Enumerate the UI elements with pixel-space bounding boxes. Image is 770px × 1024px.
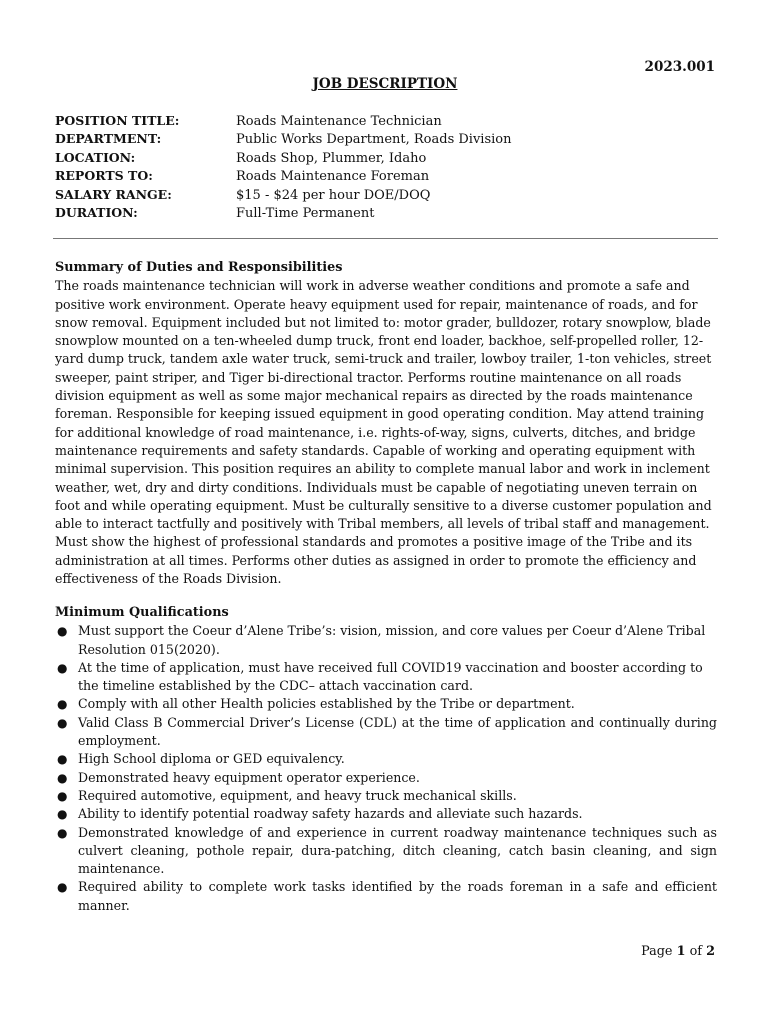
bullet-icon: ● [57,660,68,675]
bullet-icon: ● [57,697,68,712]
field-value: Roads Shop, Plummer, Idaho [236,150,427,166]
field-label: SALARY RANGE: [55,186,172,202]
of-word: of [689,944,703,959]
list-item-text: At the time of application, must have received full COVID19 vaccination and booster according to the timeline established by the CDC– attach vaccination card. [78,659,703,694]
list-item [55,750,717,768]
page-word: Page [641,944,673,959]
summary-paragraph: The roads maintenance technician will work in adverse weather conditions and promote a safe and positive work environment. Operate heavy equipment used for repair, maintenance of roads, and for snow removal. Equipment included but not limited to: motor grader, bulldozer, rotary snowplow, blade snowplow mounted on a ten-wheeled dump truck, front end loader, backhoe, self-propelled roller, 12-yard dump truck, tandem axle water truck, semi-truck and trailer, lowboy trailer, 1-ton vehicles, street sweeper, paint striper, and Tiger bi-directional tractor. Performs routine maintenance on all roads division equipment as well as some major mechanical repairs as directed by the roads maintenance foreman. Responsible for keeping issued equipment in good operating condition. May attend training for additional knowledge of road maintenance, i.e. rights-of-way, signs, culverts, ditches, and bridge maintenance requirements and safety standards. Capable of working and operating equipment with minimal supervision. This position requires an ability to complete manual labor and work in inclement weather, wet, dry and dirty conditions. Individuals must be capable of negotiating uneven terrain on foot and while operating equipment. Must be culturally sensitive to a diverse customer population and able to interact tactfully and positively with Tribal members, all levels of tribal staff and management. Must show the highest of professional standards and promotes a positive image of the Tribe and its administration at all times. Performs other duties as assigned in order to promote the efficiency and effectiveness of the Roads Division. [55,278,712,587]
bullet-icon: ● [57,752,68,767]
bullet-icon: ● [57,825,68,840]
list-item [55,695,717,713]
list-item-text: Required automotive, equipment, and heavy truck mechanical skills. [78,787,517,803]
field-value: Full-Time Permanent [236,205,375,221]
list-item-text: Required ability to complete work tasks identified by the roads foreman in a safe and efficient manner. [78,879,717,913]
list-item [55,622,717,659]
summary-heading: Summary of Duties and Responsibilities [55,260,343,275]
list-item-text: Comply with all other Health policies established by the Tribe or department. [78,696,575,712]
bullet-icon: ● [57,624,68,639]
page-total: 2 [706,944,715,959]
bullet-icon: ● [57,715,68,730]
list-item-text: Demonstrated heavy equipment operator experience. [78,769,420,785]
list-item [55,878,717,915]
field-label: DURATION: [55,204,138,220]
document-title: JOB DESCRIPTION [312,76,458,92]
position-fields [55,112,511,222]
qualifications-section [55,604,717,915]
bullet-icon: ● [57,788,68,803]
summary-section [55,259,717,588]
list-item [55,659,717,696]
document-number: 2023.001 [644,59,715,75]
qualifications-list [55,622,717,915]
field-value: $15 - $24 per hour DOE/DOQ [236,187,431,203]
field-label: REPORTS TO: [55,168,153,184]
field-row-reports-to [55,167,511,185]
horizontal-divider [53,238,718,239]
list-item-text: Must support the Coeur d’Alene Tribe’s: vision, mission, and core values per Coeur d’Alene Tribal Resolution 015(2020). [78,623,706,657]
field-label: POSITION TITLE: [55,113,180,128]
list-item [55,787,717,805]
qualifications-heading: Minimum Qualifications [55,605,229,620]
field-label: DEPARTMENT: [55,131,162,147]
page-number [641,944,715,959]
page-current: 1 [676,944,686,959]
bullet-icon: ● [57,807,68,822]
list-item-text: Ability to identify potential roadway safety hazards and alleviate such hazards. [78,806,583,822]
field-value: Public Works Department, Roads Division [236,132,512,148]
field-row-location [55,149,511,167]
list-item-text: High School diploma or GED equivalency. [78,751,345,767]
field-row-salary-range [55,186,511,204]
bullet-icon: ● [57,770,68,785]
list-item-text: Demonstrated knowledge of and experience in current roadway maintenance techniques such as culvert cleaning, pothole repair, dura-patching, ditch cleaning, catch basin cleaning, and sign maintenance. [78,824,717,877]
field-row-department [55,130,511,148]
list-item [55,805,717,823]
bullet-icon: ● [57,880,68,895]
list-item-text: Valid Class B Commercial Driver’s License (CDL) at the time of application and continually during employment. [78,714,717,749]
list-item [55,824,717,879]
field-label: LOCATION: [55,149,136,165]
field-row-position-title [55,112,511,130]
field-value: Roads Maintenance Foreman [236,169,430,185]
field-row-duration [55,204,511,222]
field-value: Roads Maintenance Technician [236,114,442,129]
list-item [55,714,717,751]
list-item [55,769,717,787]
